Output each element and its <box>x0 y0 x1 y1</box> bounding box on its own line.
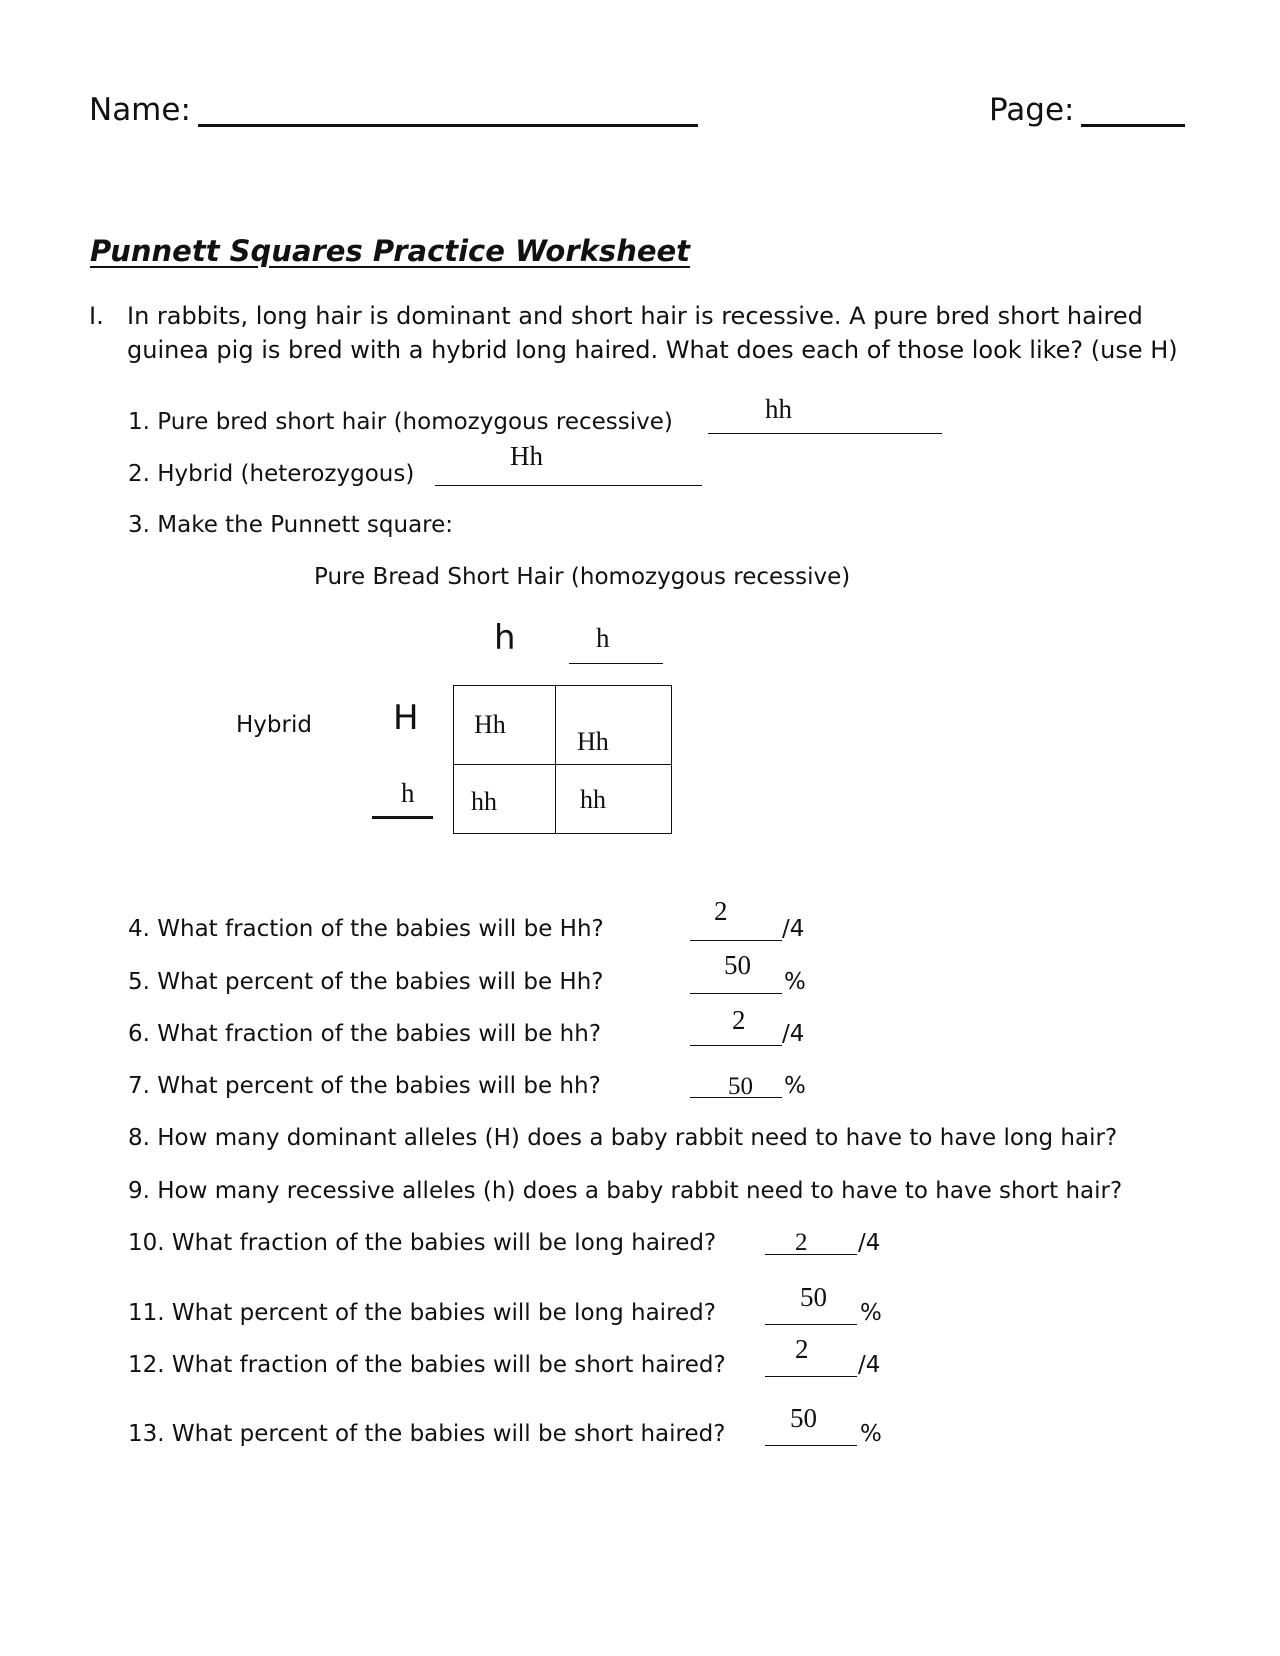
question-12-suffix: /4 <box>858 1352 881 1378</box>
question-5-blank[interactable] <box>690 993 782 994</box>
question-10-text: 10. What fraction of the babies will be long haired? <box>128 1230 717 1256</box>
name-field[interactable] <box>198 124 698 127</box>
page-field[interactable] <box>1081 124 1185 127</box>
question-5-suffix: % <box>784 969 806 995</box>
question-4-text: 4. What fraction of the babies will be Hh? <box>128 916 604 942</box>
item-3-text: 3. Make the Punnett square: <box>128 512 454 538</box>
item-1-blank[interactable] <box>708 433 942 434</box>
question-7-suffix: % <box>784 1073 806 1099</box>
punnett-cell-1-1: Hh <box>474 710 506 739</box>
punnett-top-allele-2-line <box>569 663 663 664</box>
question-6-answer: 2 <box>732 1005 746 1035</box>
punnett-side-label: Hybrid <box>236 712 312 738</box>
question-11-blank[interactable] <box>765 1324 857 1325</box>
punnett-top-allele-1: h <box>494 618 516 658</box>
section-intro-line2: guinea pig is bred with a hybrid long haired. What does each of those look like? (use H) <box>127 336 1178 364</box>
question-6-suffix: /4 <box>782 1021 805 1047</box>
question-13-answer: 50 <box>790 1403 817 1433</box>
item-2-blank[interactable] <box>435 485 702 486</box>
question-12-text: 12. What fraction of the babies will be short haired? <box>128 1352 726 1378</box>
punnett-side-allele-2-line <box>372 816 433 819</box>
punnett-side-allele-2: h <box>401 778 415 808</box>
question-11-answer: 50 <box>800 1282 827 1312</box>
worksheet-title: Punnett Squares Practice Worksheet <box>90 234 691 268</box>
question-4-suffix: /4 <box>782 916 805 942</box>
section-numeral: I. <box>89 302 104 330</box>
question-9-text: 9. How many recessive alleles (h) does a baby rabbit need to have to have short hair? <box>128 1178 1123 1204</box>
question-4-answer: 2 <box>714 896 728 926</box>
question-4-blank[interactable] <box>690 940 782 941</box>
question-13-suffix: % <box>860 1421 882 1447</box>
section-intro-line1: In rabbits, long hair is dominant and short hair is recessive. A pure bred short haired <box>127 302 1143 330</box>
question-10-answer: 2 <box>795 1229 808 1256</box>
question-6-blank[interactable] <box>690 1045 782 1046</box>
question-10-suffix: /4 <box>858 1230 881 1256</box>
question-5-answer: 50 <box>724 950 751 980</box>
question-13-text: 13. What percent of the babies will be short haired? <box>128 1421 726 1447</box>
punnett-top-label: Pure Bread Short Hair (homozygous recessive) <box>314 564 851 590</box>
punnett-top-allele-2: h <box>596 623 610 653</box>
item-2-text: 2. Hybrid (heterozygous) <box>128 461 415 487</box>
question-6-text: 6. What fraction of the babies will be hh? <box>128 1021 602 1047</box>
question-12-answer: 2 <box>795 1334 809 1364</box>
punnett-cell-2-2: hh <box>580 785 606 814</box>
punnett-side-allele-1: H <box>393 698 419 738</box>
question-11-text: 11. What percent of the babies will be long haired? <box>128 1300 716 1326</box>
punnett-cell-2-1: hh <box>471 787 497 816</box>
punnett-cell-1-2: Hh <box>577 727 609 756</box>
page-label: Page: <box>989 92 1075 128</box>
question-11-suffix: % <box>860 1300 882 1326</box>
question-13-blank[interactable] <box>765 1445 857 1446</box>
question-12-blank[interactable] <box>765 1376 857 1377</box>
question-7-answer: 50 <box>728 1073 753 1100</box>
item-2-answer: Hh <box>510 441 543 471</box>
name-label: Name: <box>89 92 191 128</box>
question-5-text: 5. What percent of the babies will be Hh? <box>128 969 604 995</box>
question-8-text: 8. How many dominant alleles (H) does a baby rabbit need to have to have long hair? <box>128 1125 1118 1151</box>
item-1-answer: hh <box>765 394 792 424</box>
item-1-text: 1. Pure bred short hair (homozygous recessive) <box>128 409 673 435</box>
question-10-blank[interactable] <box>765 1254 857 1255</box>
question-7-text: 7. What percent of the babies will be hh? <box>128 1073 601 1099</box>
